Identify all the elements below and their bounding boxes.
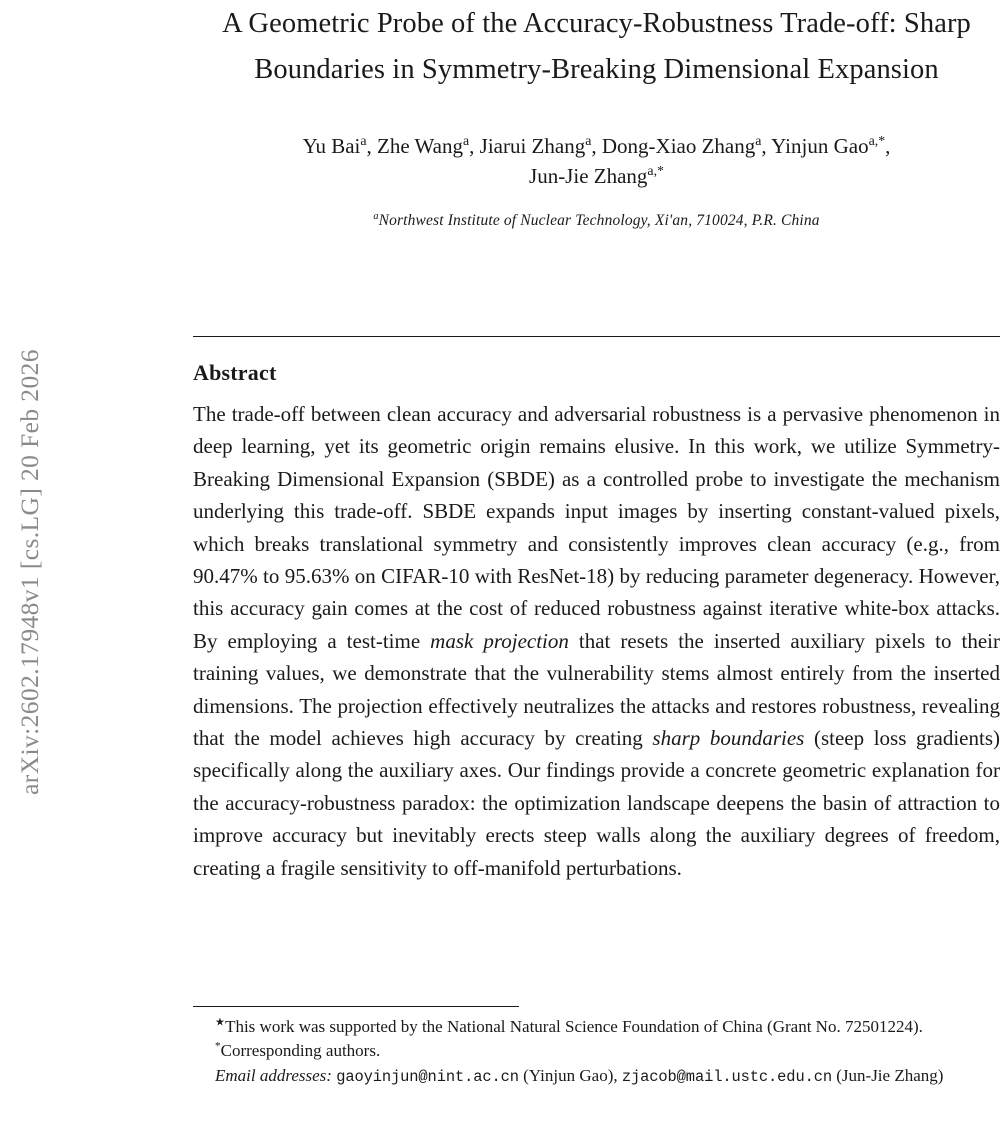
author-affiliation-mark: a <box>360 133 367 148</box>
author-name: Dong-Xiao Zhang <box>601 134 756 158</box>
author-affiliation-mark: a,* <box>868 133 886 148</box>
author-entry <box>771 134 885 158</box>
author-name: Zhe Wang <box>377 134 463 158</box>
footnote-funding-text: This work was supported by the National Natural Science Foundation of China (Grant No. 72501224). <box>225 1017 923 1036</box>
footnote-corresponding <box>193 1039 1000 1063</box>
page-title: A Geometric Probe of the Accuracy-Robustness Trade-off: Sharp Boundaries in Symmetry-Breaking Dimensional Expansion <box>222 8 971 85</box>
author-affiliation-mark: a <box>585 133 592 148</box>
footnote-corresponding-mark: * <box>215 1040 221 1053</box>
author-name: Yinjun Gao <box>771 134 869 158</box>
abstract-heading: Abstract <box>193 360 277 385</box>
abstract-text: The trade-off between clean accuracy and adversarial robustness is a pervasive phenomenon in deep learning, yet its geometric origin remains elusive. In this work, we utilize Symmetry-Breaking Dimensional Expansion (SBDE) as a controlled probe to investigate the mechanism underlying this trade-off. SBDE expands input images by inserting constant-valued pixels, which breaks translational symmetry and consistently improves clean accuracy (e.g., from 90.47% to 95.63% on CIFAR-10 with ResNet-18) by reducing parameter degeneracy. However, this accuracy gain comes at the cost of reduced robustness against iterative white-box attacks. By employing a test-time <box>193 402 1000 653</box>
affiliation <box>193 191 1000 230</box>
abstract-top-divider <box>193 336 1000 337</box>
affiliation-text: Northwest Institute of Nuclear Technology, Xi'an, 710024, P.R. China <box>378 212 820 229</box>
affiliation-mark: a <box>373 210 379 222</box>
footnote-divider <box>193 1006 519 1007</box>
arxiv-stamp <box>0 0 60 1144</box>
abstract-emphasis: mask projection <box>430 628 569 653</box>
author-name: Yu Bai <box>302 134 361 158</box>
author-name: Jun-Jie Zhang <box>529 164 648 188</box>
email-owner-name: (Yinjun Gao) <box>523 1065 614 1085</box>
author-entry <box>602 134 762 158</box>
author-entry <box>303 134 367 158</box>
author-list: Yu Bai$^a$, Zhe Wang$^a$, Jiarui Zhang$^a$, Dong-Xiao Zhang$^a$, Yinjun Gao$^{a,*}$, Jun-Jie Zhang$^{a,*}$ <box>302 133 891 188</box>
author-affiliation-mark: a <box>755 133 762 148</box>
footnote-corresponding-text: Corresponding authors. <box>220 1041 381 1061</box>
arxiv-identifier-text: arXiv:2602.17948v1 [cs.LG] 20 Feb 2026 <box>15 349 44 795</box>
abstract-text: (steep loss gradients) specifically along the auxiliary axes. Our findings provide a concrete geometric explanation for the accuracy-robustness paradox: the optimization landscape deepens the basin of attraction to improve accuracy but inevitably erects steep walls along the auxiliary degrees of freedom, creating a fragile sensitivity to off-manifold perturbations. <box>193 726 1000 880</box>
abstract-emphasis: sharp boundaries <box>652 726 805 751</box>
email-owner-name: (Jun-Jie Zhang) <box>836 1065 944 1085</box>
author-entry <box>529 164 664 188</box>
author-name: Jiarui Zhang <box>479 134 586 158</box>
abstract-text: that resets the inserted auxiliary pixels to their training values, we demonstrate that the vulnerability stems almost entirely from the inserted dimensions. The projection effectively neutralizes the attacks and restores robustness, revealing that the model achieves high accuracy by creating <box>193 628 1001 751</box>
abstract-body <box>193 398 1000 884</box>
footnote-block <box>193 1006 1000 1089</box>
author-affiliation-mark: a <box>463 133 470 148</box>
author-entry <box>480 134 592 158</box>
author-affiliation-mark: a,* <box>647 163 664 178</box>
author-entry <box>377 134 469 158</box>
footnote-funding <box>193 1015 1000 1039</box>
email-address-link[interactable]: zjacob@mail.ustc.edu.cn <box>621 1067 832 1086</box>
footnote-emails: Email addresses: gaoyinjun@nint.ac.cn (Yinjun Gao), zjacob@mail.ustc.edu.cn (Jun-Jie Zhang) <box>215 1065 944 1086</box>
footnote-funding-mark: ★ <box>215 1016 226 1029</box>
paper-content-column <box>193 0 1000 1144</box>
email-address-link[interactable]: gaoyinjun@nint.ac.cn <box>336 1067 519 1086</box>
email-addresses-label: Email addresses: <box>215 1065 332 1085</box>
